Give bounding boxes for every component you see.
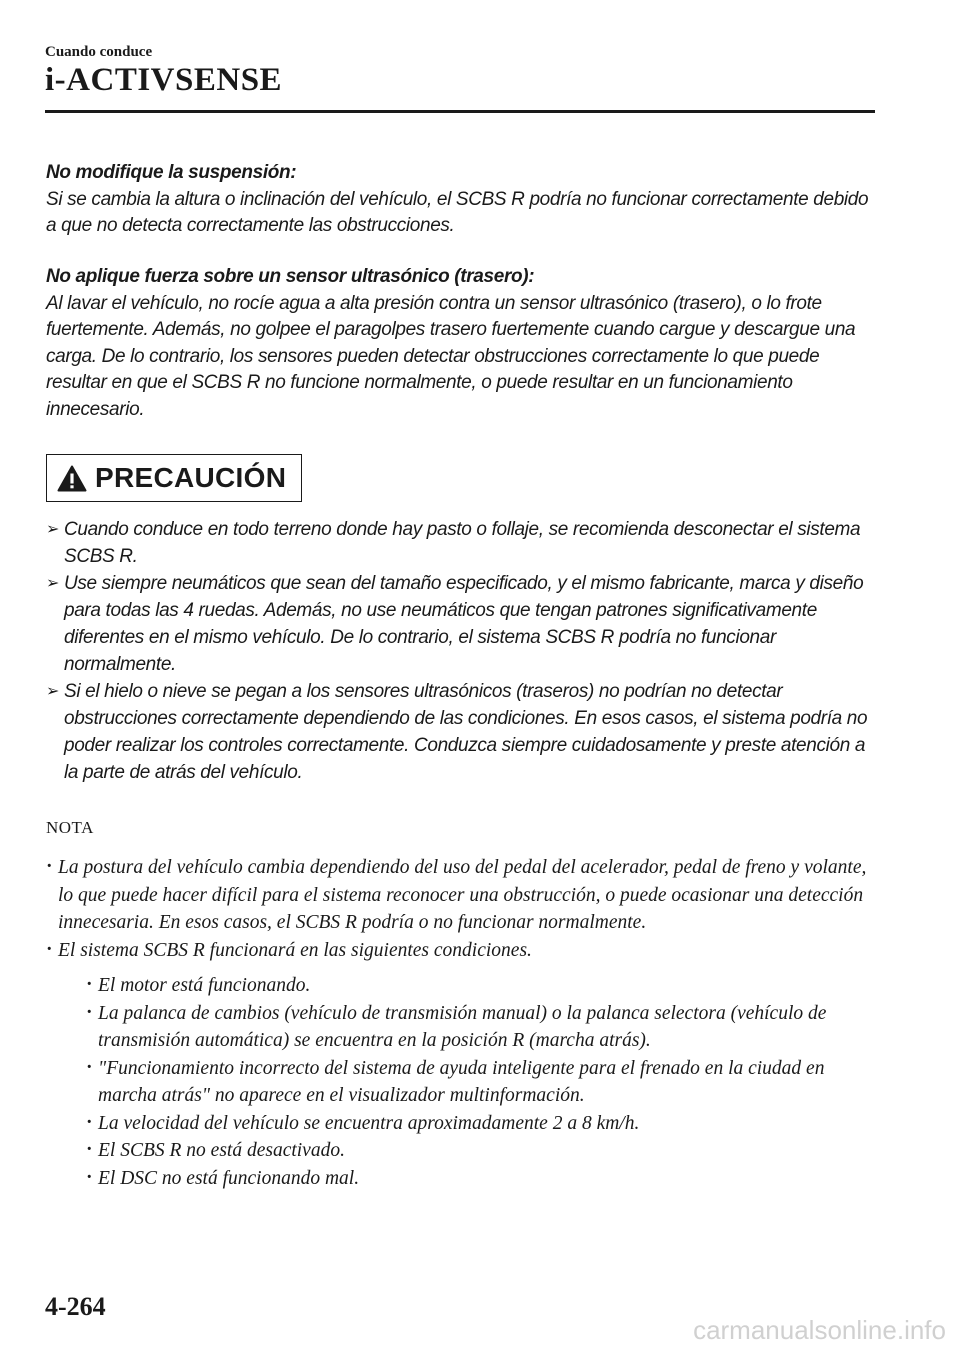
- list-item: [46, 678, 876, 786]
- caution-item-text: Use siempre neumáticos que sean del tamaño especificado, y el mismo fabricante, marca y diseño para todas las 4 ruedas. Además, no use neumáticos que tengan patrones significativamente diferentes en el mismo vehículo. De lo contrario, el sistema SCBS R podría no funcionar normalmente.: [64, 573, 864, 675]
- list-item: [86, 972, 876, 1000]
- list-item: [86, 1000, 876, 1055]
- warning-suspension: [46, 160, 876, 240]
- caution-label: PRECAUCIÓN: [95, 462, 287, 493]
- header-divider: [45, 110, 875, 113]
- bullet-icon: ·: [86, 1139, 93, 1160]
- condition-text: "Funcionamiento incorrecto del sistema de ayuda inteligente para el frenado en la ciudad en marcha atrás" no aparece en el visualizador multinformación.: [98, 1057, 825, 1106]
- note-body: [46, 854, 876, 1192]
- bullet-icon: ·: [46, 856, 53, 877]
- bullet-icon: ·: [86, 1166, 93, 1188]
- note-list: [46, 854, 876, 1192]
- condition-text: La palanca de cambios (vehículo de transmisión manual) o la palanca selectora (vehículo de transmisión automática) se encuentra en la posición R (marcha atrás).: [98, 1002, 827, 1051]
- section-title: Cuando conduce: [45, 44, 153, 60]
- conditions-list: [58, 972, 876, 1192]
- warning-title: No modifique la suspensión:: [46, 162, 297, 183]
- bullet-icon: ·: [86, 1001, 93, 1023]
- list-item: [86, 1137, 876, 1165]
- bullet-icon: ·: [46, 938, 53, 960]
- caution-header: [46, 454, 302, 502]
- caution-item-text: Cuando conduce en todo terreno donde hay pasto o follaje, se recomienda desconectar el sistema SCBS R.: [64, 519, 861, 567]
- bullet-icon: ·: [86, 1056, 93, 1078]
- warning-sensor: [46, 264, 876, 423]
- page-number: 4-264: [45, 1292, 106, 1321]
- note-title: NOTA: [46, 818, 94, 837]
- list-item: [86, 1110, 876, 1138]
- list-item: [46, 570, 876, 678]
- arrow-bullet-icon: ➢: [46, 521, 60, 538]
- watermark: carmanualsonline.info: [693, 1315, 946, 1345]
- condition-text: La velocidad del vehículo se encuentra aproximadamente 2 a 8 km/h.: [98, 1112, 640, 1134]
- arrow-bullet-icon: ➢: [46, 575, 60, 592]
- warning-text: Si se cambia la altura o inclinación del vehículo, el SCBS R podría no funcionar correctamente debido a que no detecta correctamente las obstrucciones.: [46, 188, 869, 236]
- list-item: [46, 854, 876, 937]
- bullet-icon: ·: [86, 1111, 93, 1133]
- caution-list: [46, 516, 876, 786]
- chapter-title: i-ACTIVSENSE: [45, 62, 283, 98]
- warning-text: Al lavar el vehículo, no rocíe agua a alta presión contra un sensor ultrasónico (trasero), o lo frote fuertemente. Además, no golpee el paragolpes trasero fuertemente cuando cargue y descargue una carga. De lo contrario, los sensores pueden detectar obstrucciones correctamente lo que puede resultar en que el SCBS R no funcione normalmente, o puede resultar en un funcionamiento innecesario.: [46, 292, 856, 420]
- list-item: [46, 516, 876, 570]
- bullet-icon: ·: [86, 974, 93, 995]
- arrow-bullet-icon: ➢: [46, 683, 60, 700]
- caution-item-text: Si el hielo o nieve se pegan a los sensores ultrasónicos (traseros) no podrían no detectar obstrucciones correctamente dependiendo de las condiciones. En esos casos, el sistema podría no poder realizar los controles correctamente. Conduzca siempre cuidadosamente y preste atención a la parte de atrás del vehículo.: [64, 681, 868, 783]
- note-item-text: El sistema SCBS R funcionará en las siguientes condiciones.: [58, 939, 532, 961]
- list-item: [86, 1055, 876, 1110]
- warning-title: No aplique fuerza sobre un sensor ultrasónico (trasero):: [46, 266, 535, 287]
- condition-text: El DSC no está funcionando mal.: [98, 1167, 360, 1189]
- list-item: [86, 1165, 876, 1193]
- condition-text: El SCBS R no está desactivado.: [98, 1140, 345, 1161]
- list-item: [46, 937, 876, 1193]
- warning-triangle-icon: [57, 465, 87, 492]
- note-item-text: La postura del vehículo cambia dependiendo del uso del pedal del acelerador, pedal de freno y volante, lo que puede hacer difícil para el sistema reconocer una obstrucción, o puede ocasionar una detección innecesaria. En esos casos, el SCBS R podría o no funcionar normalmente.: [58, 857, 867, 933]
- condition-text: El motor está funcionando.: [98, 975, 311, 996]
